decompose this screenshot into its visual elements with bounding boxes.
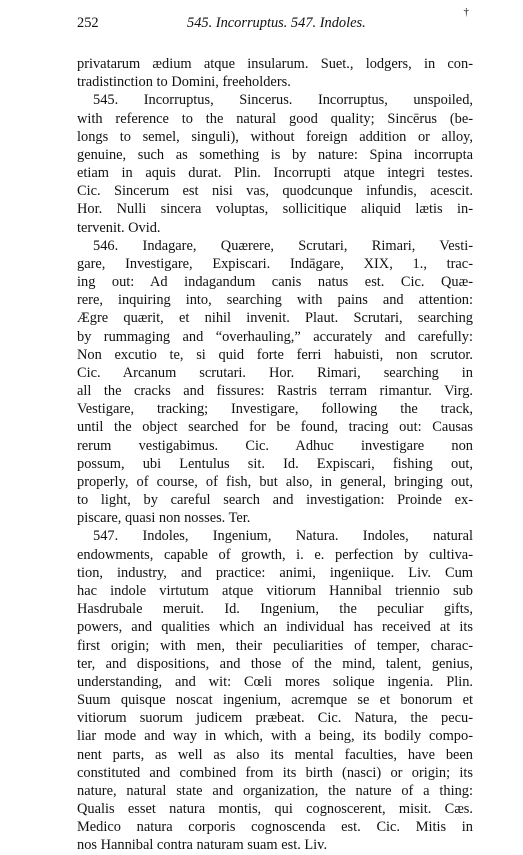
text-line: hac indole virtutum atque vitiorum Hannibal triennio sub (77, 582, 473, 599)
text-line: Suum quisque noscat ingenium, acremque se et bonorum et (77, 692, 473, 709)
entry-heading-545: 545. Incorruptus, Sincerus. Incorruptus, unspoiled, (93, 92, 473, 109)
text-line: rere, inquiring into, searching with pains and attention: (77, 292, 473, 309)
text-line: all the cracks and fissures: Rastris terram rimantur. Virg. (77, 383, 473, 400)
text-line: vitiorum suorum judicem præbeat. Cic. Natura, the pecu- (77, 710, 473, 727)
text-line: Vestigare, tracking; Investigare, following the track, (77, 401, 473, 418)
text-line: by rummaging and “overhauling,” accurately and carefully: (77, 328, 473, 345)
text-line: understanding, and wit: Cœli mores solique ingenia. Plin. (77, 673, 473, 690)
text-line: ing out: Ad indagandum canis natus est. Cic. Quæ- (77, 274, 473, 291)
text-line: liar mode and way in which, with a being, its bodily compo- (77, 728, 473, 745)
text-line: genuine, such as something is by nature: Spina incorrupta (77, 146, 473, 163)
text-line: properly, of course, of fish, but also, in general, bringing out, (77, 473, 473, 490)
text-line: to light, by careful search and investigation: Proinde ex- (77, 492, 473, 509)
text-line: longs to semel, singuli), without foreign addition or alloy, (77, 128, 473, 145)
text-line: first origin; with men, their peculiarities of temper, charac- (77, 637, 473, 654)
text-line: tion, industry, and practice: animi, ingeniique. Liv. Cum (77, 564, 473, 581)
text-line: gare, Investigare, Expiscari. Indāgare, XIX, 1., trac- (77, 255, 473, 272)
text-line: Hasdrubale meruit. Id. Ingenium, the peculiar gifts, (77, 601, 473, 618)
text-line: possum, ubi Lentulus sit. Id. Expiscari, fishing out, (77, 455, 473, 472)
page-body (77, 55, 473, 855)
text-line: Hor. Nulli sincera voluptas, sollicitique aliquid lætis in- (77, 201, 473, 218)
page-number: 252 (77, 15, 99, 31)
corner-mark: † (463, 6, 469, 18)
text-line: Qualis esset natura montis, qui cognoscerent, misit. Cæs. (77, 801, 473, 818)
text-line: piscare, quasi non nosses. Ter. (77, 510, 251, 527)
entry-heading-546: 546. Indagare, Quærere, Scrutari, Rimari, Vesti- (93, 237, 473, 254)
text-line: ter, and dispositions, and those of the mind, talent, genius, (77, 655, 473, 672)
text-line: Cic. Arcanum scrutari. Hor. Rimari, searching in (77, 364, 473, 381)
entry-heading-547: 547. Indoles, Ingenium, Natura. Indoles, natural (93, 528, 473, 545)
text-line: rerum vestigabimus. Cic. Adhuc investigare non (77, 437, 473, 454)
text-line: privatarum ædium atque insularum. Suet., lodgers, in con- (77, 56, 473, 72)
text-line: tradistinction to Domini, freeholders. (77, 74, 291, 91)
text-line: Ægre quærit, et nihil invenit. Plaut. Scrutari, searching (77, 310, 473, 327)
text-line: Medico natura corporis cognoscenda est. Cic. Mitis in (77, 819, 473, 836)
page-header (77, 6, 473, 36)
running-title: 545. Incorruptus. 547. Indoles. (187, 15, 366, 31)
text-line: nature, natural state and organization, the nature of a thing: (77, 782, 473, 799)
text-line: nent parts, as well as also its mental faculties, have been (77, 746, 473, 763)
text-line: until the object searched for be found, tracing out: Causas (77, 419, 473, 436)
text-line: Cic. Sincerum est nisi vas, quodcunque infundis, acescit. (77, 183, 473, 200)
text-line: powers, and qualities which an individual has received at its (77, 619, 473, 636)
text-line: Non excutio te, si quid forte ferri habuisti, non scrutor. (77, 346, 473, 363)
text-line: constituted and combined from its birth (nasci) or origin; its (77, 764, 473, 781)
text-line: nos Hannibal contra naturam suam est. Liv. (77, 837, 328, 854)
text-line: etiam in aquis durat. Plin. Incorrupti atque integri testes. (77, 165, 473, 182)
text-line: tervenit. Ovid. (77, 219, 161, 236)
text-line: endowments, capable of growth, i. e. perfection by cultiva- (77, 546, 473, 563)
text-line: with reference to the natural good quality; Sincērus (be- (77, 110, 473, 127)
